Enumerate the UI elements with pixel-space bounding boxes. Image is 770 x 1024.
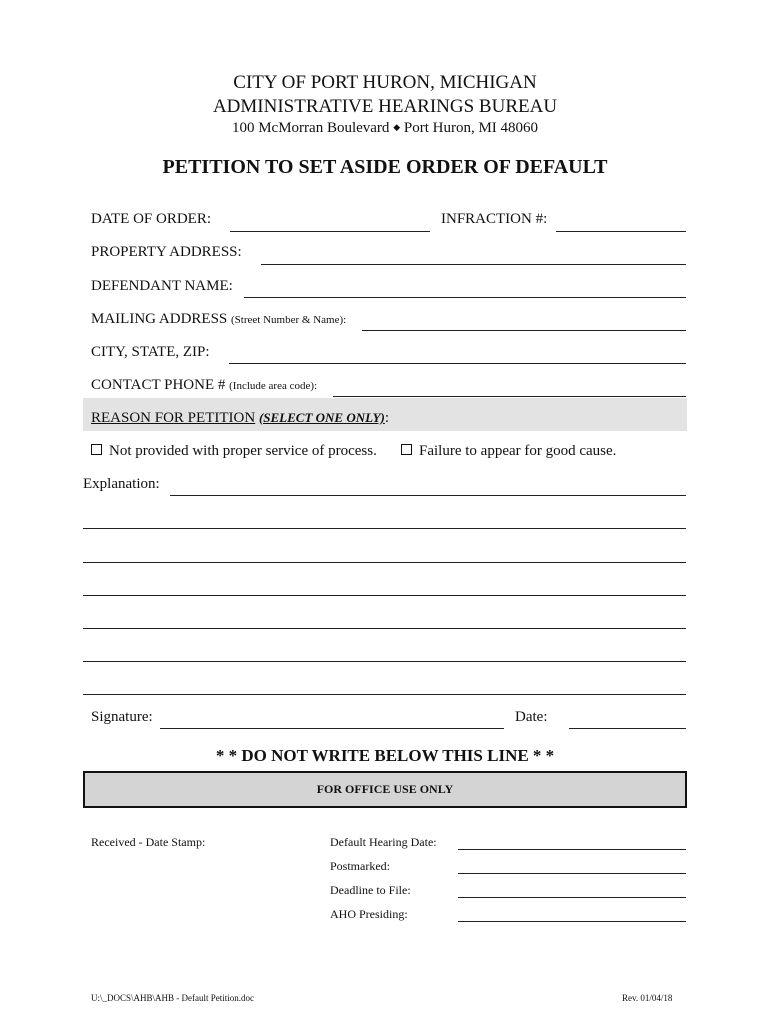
explanation-label: Explanation: <box>83 476 160 492</box>
option-service-label: Not provided with proper service of process. <box>109 443 377 459</box>
date-label: Date: <box>515 709 548 725</box>
explanation-line-2[interactable] <box>83 528 686 529</box>
aho-presiding-label: AHO Presiding: <box>330 907 408 921</box>
deadline-to-file-label: Deadline to File: <box>330 883 411 897</box>
checkbox-good-cause[interactable] <box>401 444 412 455</box>
footer-revision: Rev. 01/04/18 <box>622 993 673 1003</box>
form-title: PETITION TO SET ASIDE ORDER OF DEFAULT <box>162 156 608 178</box>
address-street: 100 McMorran Boulevard <box>231 120 390 136</box>
contact-phone-note: (Include area code): <box>229 380 318 392</box>
bureau-address <box>0 120 770 137</box>
date-field[interactable] <box>569 728 686 729</box>
deadline-to-file-field[interactable] <box>458 897 686 898</box>
defendant-name-field[interactable] <box>244 297 686 298</box>
office-use-header: FOR OFFICE USE ONLY <box>316 782 454 796</box>
reason-option-good-cause[interactable] <box>401 443 616 460</box>
property-address-label: PROPERTY ADDRESS: <box>91 244 242 260</box>
date-of-order-field[interactable] <box>230 231 430 232</box>
default-hearing-date-field[interactable] <box>458 849 686 850</box>
signature-label: Signature: <box>91 709 153 725</box>
mailing-address-field[interactable] <box>362 330 686 331</box>
checkbox-service[interactable] <box>91 444 102 455</box>
contact-phone-label <box>91 377 317 394</box>
city-state-zip-label: CITY, STATE, ZIP: <box>91 344 210 360</box>
city-heading: CITY OF PORT HURON, MICHIGAN <box>233 72 537 93</box>
signature-field[interactable] <box>160 728 504 729</box>
reason-label <box>91 410 389 427</box>
reason-option-service[interactable] <box>91 443 377 460</box>
contact-phone-text: CONTACT PHONE # <box>91 377 226 393</box>
reason-label-text: REASON FOR PETITION <box>91 410 256 426</box>
bureau-heading: ADMINISTRATIVE HEARINGS BUREAU <box>212 96 558 117</box>
defendant-name-label: DEFENDANT NAME: <box>91 278 233 294</box>
explanation-line-1[interactable] <box>170 495 686 496</box>
explanation-line-5[interactable] <box>83 628 686 629</box>
explanation-line-3[interactable] <box>83 562 686 563</box>
address-city: Port Huron, MI 48060 <box>403 120 539 136</box>
postmarked-label: Postmarked: <box>330 859 390 873</box>
date-of-order-label: DATE OF ORDER: <box>91 211 212 227</box>
reason-select-note: (SELECT ONE ONLY) <box>258 410 385 425</box>
option-good-cause-label: Failure to appear for good cause. <box>419 443 617 459</box>
diamond-separator-icon: ◆ <box>393 122 401 132</box>
explanation-line-4[interactable] <box>83 595 686 596</box>
default-hearing-date-label: Default Hearing Date: <box>330 835 437 849</box>
office-use-box <box>83 771 687 808</box>
infraction-field[interactable] <box>556 231 686 232</box>
explanation-line-6[interactable] <box>83 661 686 662</box>
aho-presiding-field[interactable] <box>458 921 686 922</box>
postmarked-field[interactable] <box>458 873 686 874</box>
reason-colon: : <box>384 410 390 426</box>
property-address-field[interactable] <box>261 264 686 265</box>
explanation-line-7[interactable] <box>83 694 686 695</box>
contact-phone-field[interactable] <box>333 396 686 397</box>
mailing-address-note: (Street Number & Name): <box>231 314 347 326</box>
city-state-zip-field[interactable] <box>229 363 686 364</box>
mailing-address-text: MAILING ADDRESS <box>91 311 228 327</box>
mailing-address-label <box>91 311 346 328</box>
infraction-label: INFRACTION #: <box>441 211 548 227</box>
received-date-stamp-label: Received - Date Stamp: <box>91 835 206 849</box>
do-not-write-divider: * * DO NOT WRITE BELOW THIS LINE * * <box>215 746 555 765</box>
footer-file-path: U:\_DOCS\AHB\AHB - Default Petition.doc <box>91 993 254 1003</box>
